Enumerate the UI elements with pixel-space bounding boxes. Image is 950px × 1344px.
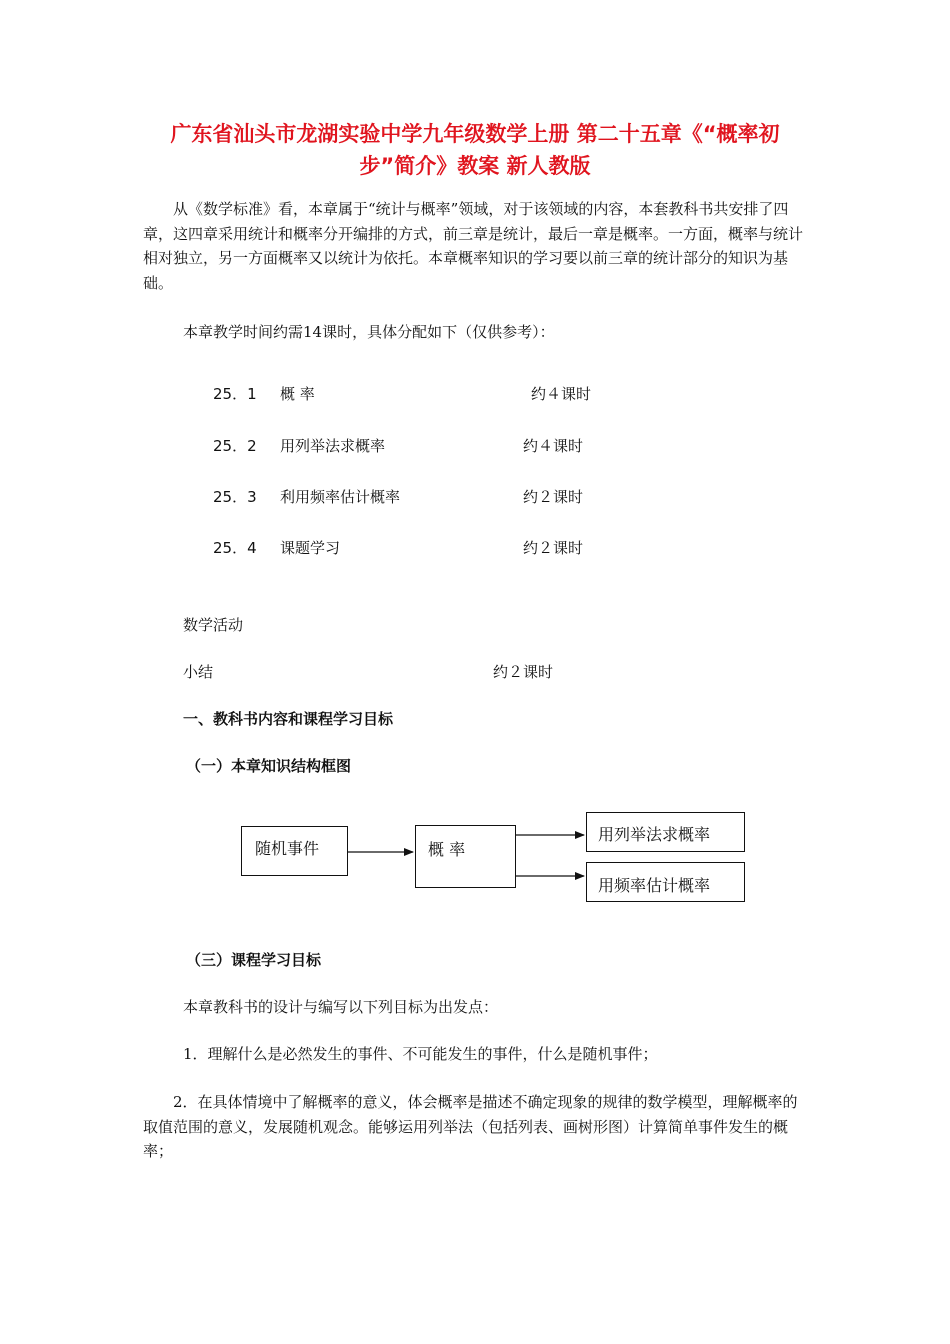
document-title [140, 118, 810, 182]
title-line-2: 步”简介》教案 新人教版 [359, 154, 591, 178]
schedule-num-1: 25．1 [213, 385, 257, 403]
schedule-hours-2: 约４课时 [523, 437, 584, 455]
schedule-topic-4: 课题学习 [280, 539, 341, 557]
diagram-box-enumeration [586, 812, 745, 852]
schedule-num-2: 25．2 [213, 437, 257, 455]
goals-intro: 本章教科书的设计与编写以下列目标为出发点： [183, 998, 499, 1016]
schedule-num-4: 25．4 [213, 539, 257, 557]
diagram-box-probability [415, 825, 516, 888]
summary-label: 小结 [183, 663, 214, 681]
summary-hours: 约２课时 [493, 663, 554, 681]
teaching-time-intro: 本章教学时间约需14课时，具体分配如下（仅供参考）： [183, 323, 555, 341]
diagram-box-enumeration-label: 用列举法求概率 [598, 825, 711, 844]
subsection-3-heading: （三）课程学习目标 [186, 951, 322, 969]
schedule-hours-4: 约２课时 [523, 539, 584, 557]
intro-paragraph: 从《数学标准》看，本章属于“统计与概率”领域，对于该领域的内容，本套教科书共安排了四章，这四章采用统计和概率分开编排的方式，前三章是统计，最后一章是概率。一方面，概率与统计相对独立，另一方面概率又以统计为依托。本章概率知识的学习要以前三章的统计部分的知识为基础。 [143, 200, 804, 292]
schedule-num-3: 25．3 [213, 488, 257, 506]
diagram-box-probability-label: 概 率 [428, 840, 466, 859]
diagram-box-random-event-label: 随机事件 [255, 839, 320, 858]
diagram-box-frequency [586, 862, 745, 902]
schedule-hours-1: 约４课时 [531, 385, 592, 403]
goal-1: 1．理解什么是必然发生的事件、不可能发生的事件，什么是随机事件； [183, 1045, 658, 1063]
math-activity-label: 数学活动 [183, 616, 244, 634]
schedule-topic-3: 利用频率估计概率 [280, 488, 401, 506]
goal-2: 2．在具体情境中了解概率的意义，体会概率是描述不确定现象的规律的数学模型，理解概率的取值范围的意义，发展随机观念。能够运用列举法（包括列表、画树形图）计算简单事件发生的概率； [143, 1093, 798, 1160]
title-line-1: 广东省汕头市龙湖实验中学九年级数学上册 第二十五章《“概率初 [170, 122, 780, 146]
schedule-topic-2: 用列举法求概率 [280, 437, 386, 455]
subsection-1-heading: （一）本章知识结构框图 [186, 757, 352, 775]
diagram-box-random-event [241, 826, 348, 876]
diagram-box-frequency-label: 用频率估计概率 [598, 876, 711, 895]
schedule-topic-1: 概 率 [280, 385, 315, 403]
section-1-heading: 一、教科书内容和课程学习目标 [183, 710, 394, 728]
schedule-hours-3: 约２课时 [523, 488, 584, 506]
